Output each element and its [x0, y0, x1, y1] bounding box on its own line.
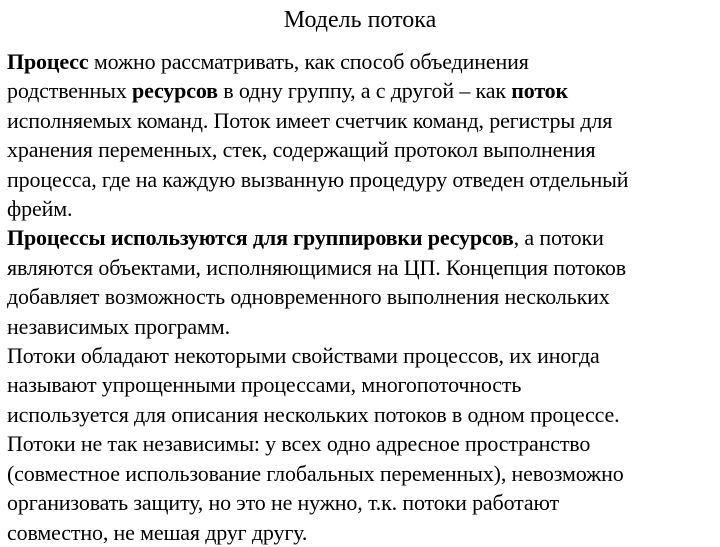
text-run: исполняемых команд. Поток имеет счетчик команд, регистры для	[7, 107, 613, 133]
bold-term: Процесс	[7, 49, 89, 74]
text-line	[7, 76, 715, 105]
text-line	[7, 223, 715, 252]
text-line	[7, 282, 715, 311]
text-run: совместно, не мешая друг другу.	[7, 519, 308, 545]
text-line	[7, 518, 715, 547]
text-line	[7, 400, 715, 429]
paragraph	[7, 341, 715, 429]
bold-term: ресурсов	[132, 78, 218, 104]
text-line	[7, 370, 715, 399]
text-line	[7, 194, 715, 223]
text-line	[7, 429, 715, 458]
text-run: (совместное использование глобальных переменных), невозможно	[7, 460, 624, 486]
text-run: Потоки обладают некоторыми свойствами процессов, их иногда	[7, 343, 600, 369]
text-run: процесса, где на каждую вызванную процедуру отведен отдельный	[7, 166, 629, 192]
text-run: Потоки не так независимы: у всех одно адресное пространство	[7, 431, 591, 457]
text-run: используется для описания нескольких потоков в одном процессе.	[7, 401, 620, 427]
text-line	[7, 312, 715, 341]
text-run: называют упрощенными процессами, многопоточность	[7, 372, 522, 398]
text-line	[7, 341, 715, 370]
text-run: добавляет возможность одновременного выполнения нескольких	[7, 284, 610, 310]
text-run: являются объектами, исполняющимися на ЦП. Концепция потоков	[7, 254, 626, 280]
text-run: родственных	[7, 78, 132, 104]
slide-title: Модель потока	[283, 7, 437, 33]
text-run: организовать защиту, но это не нужно, т.к. потоки работают	[7, 490, 559, 516]
slide-body-text	[7, 47, 715, 547]
text-line	[7, 165, 715, 194]
text-line	[7, 253, 715, 282]
paragraph	[7, 223, 715, 341]
text-run: хранения переменных, стек, содержащий протокол выполнения	[7, 137, 596, 163]
bold-term: Процессы используются для группировки ресурсов	[7, 225, 514, 251]
bold-term: поток	[511, 78, 569, 104]
text-line	[7, 488, 715, 517]
text-line	[7, 47, 715, 76]
text-run: в одну группу, а с другой – как	[217, 78, 512, 104]
text-line	[7, 106, 715, 135]
text-run: фрейм.	[7, 196, 73, 222]
paragraph	[7, 429, 715, 547]
text-run: независимых программ.	[7, 313, 230, 339]
text-run: можно рассматривать, как способ объединения	[88, 49, 529, 74]
text-line	[7, 459, 715, 488]
paragraph	[7, 47, 715, 223]
text-run: , а потоки	[513, 225, 604, 251]
text-line	[7, 135, 715, 164]
